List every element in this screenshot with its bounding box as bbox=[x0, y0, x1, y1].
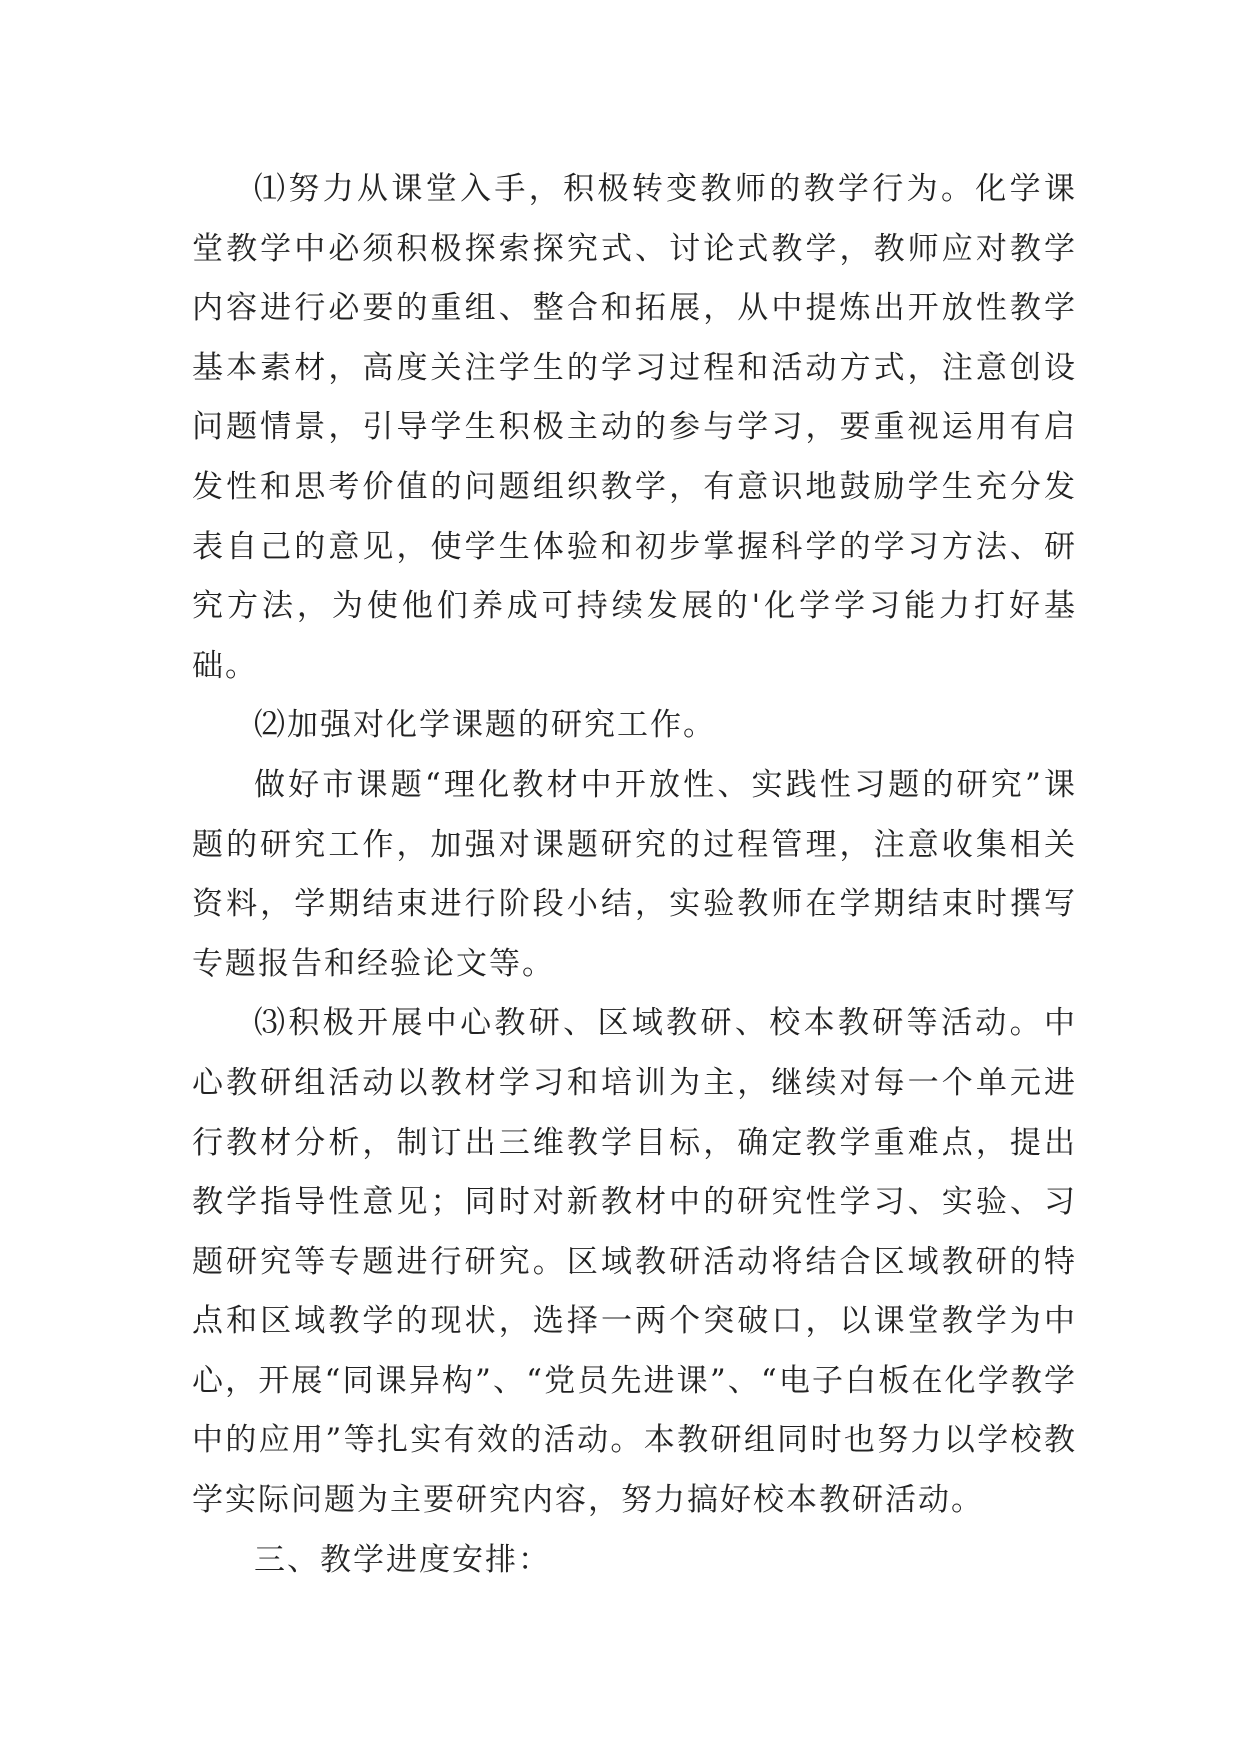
paragraph-classroom-teaching: ⑴努力从课堂入手，积极转变教师的教学行为。化学课堂教学中必须积极探索探究式、讨论式教学，教师应对教学内容进行必要的重组、整合和拓展，从中提炼出开放性教学基本素材，高度关注学生的学习过程和活动方式，注意创设问题情景，引导学生积极主动的参与学习，要重视运用有启发性和思考价值的问题组织教学，有意识地鼓励学生充分发表自己的意见，使学生体验和初步掌握科学的学习方法、研究方法，为使他们养成可持续发展的'化学学习能力打好基础。 bbox=[192, 171, 1077, 684]
paragraph-research-work: ⑵加强对化学课题的研究工作。 bbox=[254, 707, 716, 744]
paragraph-teaching-research-activities: ⑶积极开展中心教研、区域教研、校本教研等活动。中心教研组活动以教材学习和培训为主，继续对每一个单元进行教材分析，制订出三维教学目标，确定教学重难点，提出教学指导性意见；同时对新教材中的研究性学习、实验、习题研究等专题进行研究。区域教研活动将结合区域教研的特点和区域教学的现状，选择一两个突破口，以课堂教学为中心，开展“同课异构”、“党员先进课”、“电子白板在化学教学中的应用”等扎实有效的活动。本教研组同时也努力以学校教学实际问题为主要研究内容，努力搞好校本教研活动。 bbox=[192, 1005, 1077, 1519]
document-body bbox=[192, 160, 1077, 1590]
section-heading-teaching-schedule: 三、教学进度安排： bbox=[254, 1541, 551, 1578]
paragraph-city-project: 做好市课题“理化教材中开放性、实践性习题的研究”课题的研究工作，加强对课题研究的过程管理，注意收集相关资料，学期结束进行阶段小结，实验教师在学期结束时撰写专题报告和经验论文等。 bbox=[192, 766, 1077, 982]
